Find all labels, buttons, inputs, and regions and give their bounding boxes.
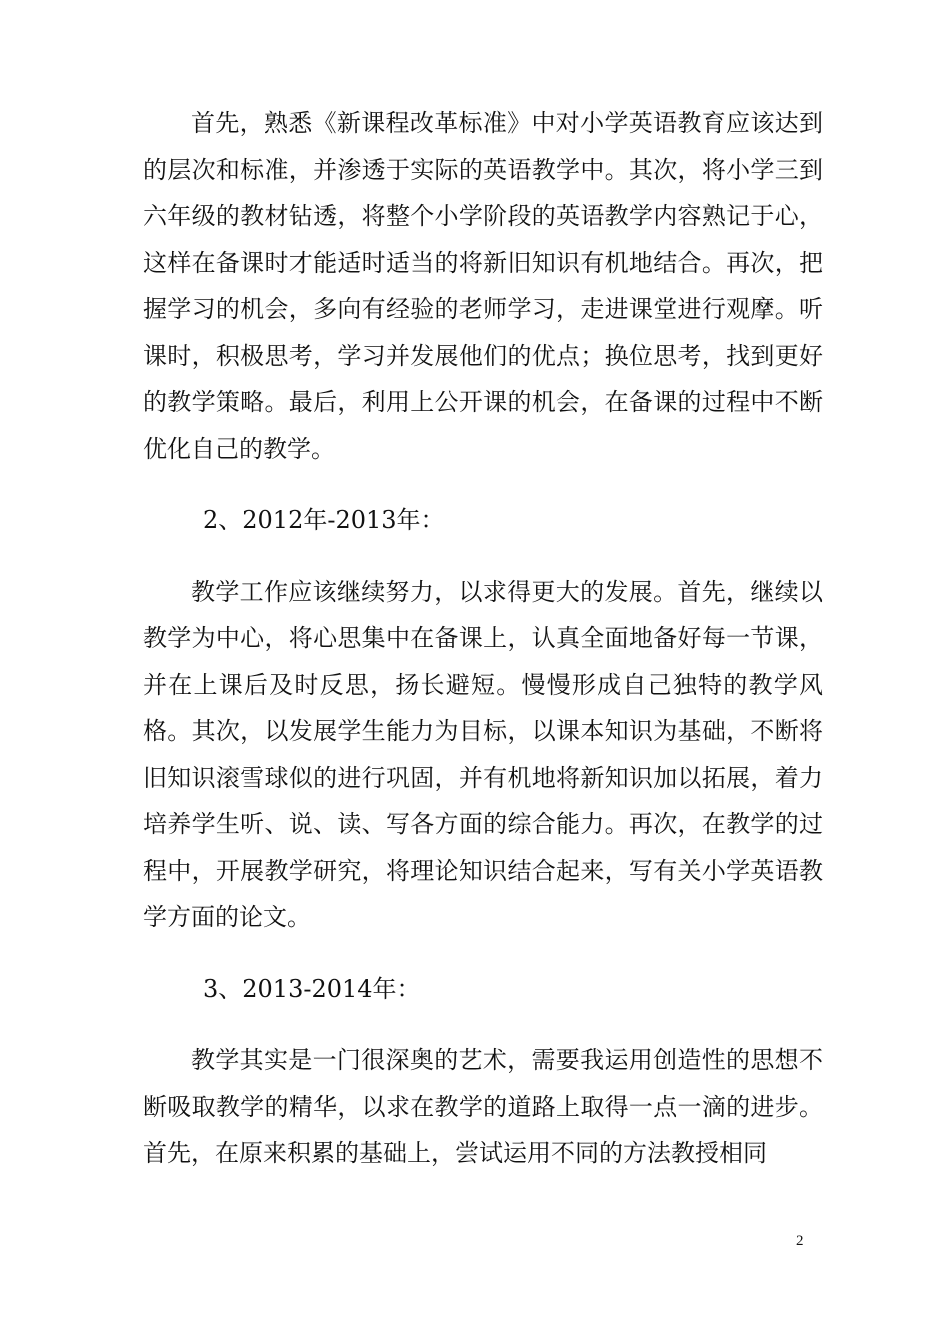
section-heading-2: 2、2012年-2013年： (203, 506, 445, 534)
page-number: 2 (796, 1233, 804, 1249)
paragraph-3: 教学其实是一门很深奥的艺术，需要我运用创造性的思想不断吸取教学的精华，以求在教学的道路上取得一点一滴的进步。首先，在原来积累的基础上，尝试运用不同的方法教授相同 (143, 1046, 823, 1167)
paragraph-1: 首先，熟悉《新课程改革标准》中对小学英语教育应该达到的层次和标准，并渗透于实际的英语教学中。其次，将小学三到六年级的教材钻透，将整个小学阶段的英语教学内容熟记于心，这样在备课时才能适时适当的将新旧知识有机地结合。再次，把握学习的机会，多向有经验的老师学习，走进课堂进行观摩。听课时，积极思考，学习并发展他们的优点；换位思考，找到更好的教学策略。最后，利用上公开课的机会，在备课的过程中不断优化自己的教学。 (143, 109, 823, 463)
document-body (143, 100, 823, 1202)
paragraph-2: 教学工作应该继续努力，以求得更大的发展。首先，继续以教学为中心，将心思集中在备课上，认真全面地备好每一节课，并在上课后及时反思，扬长避短。慢慢形成自己独特的教学风格。其次，以发展学生能力为目标，以课本知识为基础，不断将旧知识滚雪球似的进行巩固，并有机地将新知识加以拓展，着力培养学生听、说、读、写各方面的综合能力。再次，在教学的过程中，开展教学研究，将理论知识结合起来，写有关小学英语教学方面的论文。 (143, 577, 823, 931)
section-heading-3: 3、2013-2014年： (203, 974, 421, 1003)
